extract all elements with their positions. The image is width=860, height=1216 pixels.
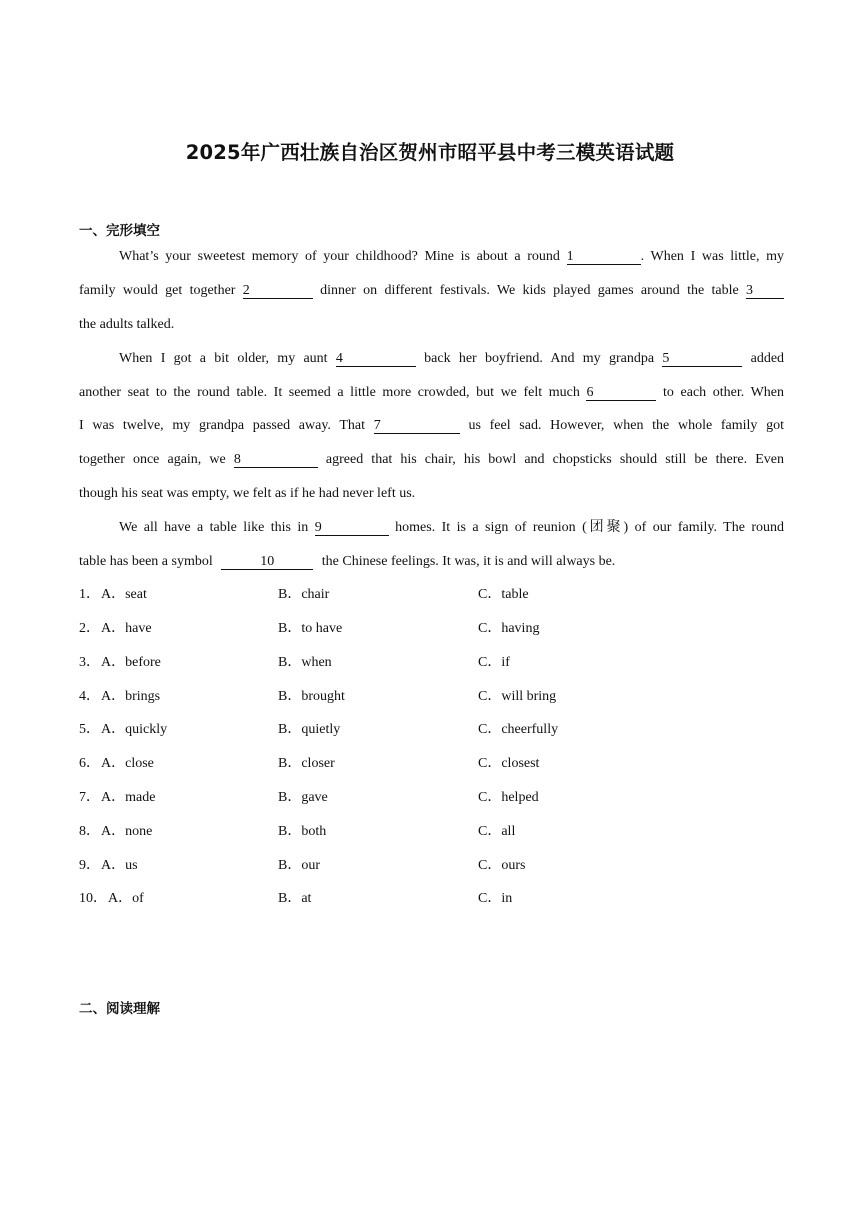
- option-b[interactable]: B．chair: [278, 587, 330, 602]
- option-c[interactable]: C．closest: [478, 756, 540, 771]
- question-number: 2．: [79, 621, 100, 636]
- question-number: 6．: [79, 756, 100, 771]
- question-number: 3．: [79, 655, 100, 670]
- option-a[interactable]: A．close: [101, 756, 154, 771]
- passage-line: another seat to the round table. It seemed a little more crowded, but we felt much 6 to each other. When: [79, 385, 785, 400]
- blank-3[interactable]: 3: [746, 283, 784, 299]
- blank-10[interactable]: 10: [221, 554, 313, 570]
- option-c[interactable]: C．cheerfully: [478, 722, 559, 737]
- page-title: 2025年广西壮族自治区贺州市昭平县中考三模英语试题: [185, 141, 675, 164]
- blank-8[interactable]: 8: [234, 452, 318, 468]
- blank-9[interactable]: 9: [315, 520, 389, 536]
- passage-line: I was twelve, my grandpa passed away. That 7 us feel sad. However, when the whole family got: [79, 418, 785, 433]
- option-c[interactable]: C．if: [478, 655, 510, 670]
- option-a[interactable]: A．made: [101, 790, 156, 805]
- option-a[interactable]: A．us: [101, 858, 138, 873]
- option-b[interactable]: B．closer: [278, 756, 335, 771]
- passage-line: We all have a table like this in 9 homes. It is a sign of reunion (团聚) of our family. The round: [119, 520, 785, 535]
- option-a[interactable]: A．of: [108, 891, 144, 906]
- question-number: 5．: [79, 722, 100, 737]
- blank-2[interactable]: 2: [243, 283, 313, 299]
- option-b[interactable]: B．quietly: [278, 722, 341, 737]
- option-a[interactable]: A．quickly: [101, 722, 168, 737]
- option-a[interactable]: A．none: [101, 824, 153, 839]
- option-a[interactable]: A．brings: [101, 689, 161, 704]
- option-c[interactable]: C．in: [478, 891, 513, 906]
- option-c[interactable]: C．helped: [478, 790, 539, 805]
- passage-line: When I got a bit older, my aunt 4 back her boyfriend. And my grandpa 5 added: [119, 351, 785, 366]
- passage-line: the adults talked.: [79, 317, 175, 332]
- option-b[interactable]: B．brought: [278, 689, 345, 704]
- option-b[interactable]: B．to have: [278, 621, 343, 636]
- blank-7[interactable]: 7: [374, 418, 460, 434]
- option-c[interactable]: C．having: [478, 621, 540, 636]
- option-c[interactable]: C．will bring: [478, 689, 557, 704]
- section-heading-reading: 二、阅读理解: [79, 1001, 160, 1017]
- passage-line: family would get together 2 dinner on different festivals. We kids played games around the table 3: [79, 281, 784, 301]
- option-a[interactable]: A．seat: [101, 587, 147, 602]
- option-b[interactable]: B．our: [278, 858, 320, 873]
- blank-1[interactable]: 1: [567, 249, 641, 265]
- passage-line: table has been a symbol 10 the Chinese feelings. It was, it is and will always be.: [79, 554, 616, 569]
- option-b[interactable]: B．gave: [278, 790, 328, 805]
- passage-line: together once again, we 8 agreed that his chair, his bowl and chopsticks should still be there. Even: [79, 452, 784, 467]
- question-number: 10．: [79, 891, 107, 906]
- blank-6[interactable]: 6: [586, 385, 656, 401]
- question-number: 4．: [79, 689, 100, 704]
- option-b[interactable]: B．at: [278, 891, 312, 906]
- option-b[interactable]: B．when: [278, 655, 332, 670]
- passage-line: What’s your sweetest memory of your childhood? Mine is about a round 1 . When I was little, my: [119, 249, 784, 264]
- section-heading-cloze: 一、完形填空: [79, 223, 160, 239]
- question-number: 1．: [79, 587, 100, 602]
- option-a[interactable]: A．before: [101, 655, 161, 670]
- blank-4[interactable]: 4: [336, 351, 416, 367]
- option-c[interactable]: C．all: [478, 824, 516, 839]
- question-number: 9．: [79, 858, 100, 873]
- option-c[interactable]: C．table: [478, 587, 529, 602]
- option-b[interactable]: B．both: [278, 824, 327, 839]
- question-number: 8．: [79, 824, 100, 839]
- option-c[interactable]: C．ours: [478, 858, 526, 873]
- option-a[interactable]: A．have: [101, 621, 152, 636]
- passage-line: though his seat was empty, we felt as if he had never left us.: [79, 486, 416, 501]
- question-number: 7．: [79, 790, 100, 805]
- blank-5[interactable]: 5: [662, 351, 742, 367]
